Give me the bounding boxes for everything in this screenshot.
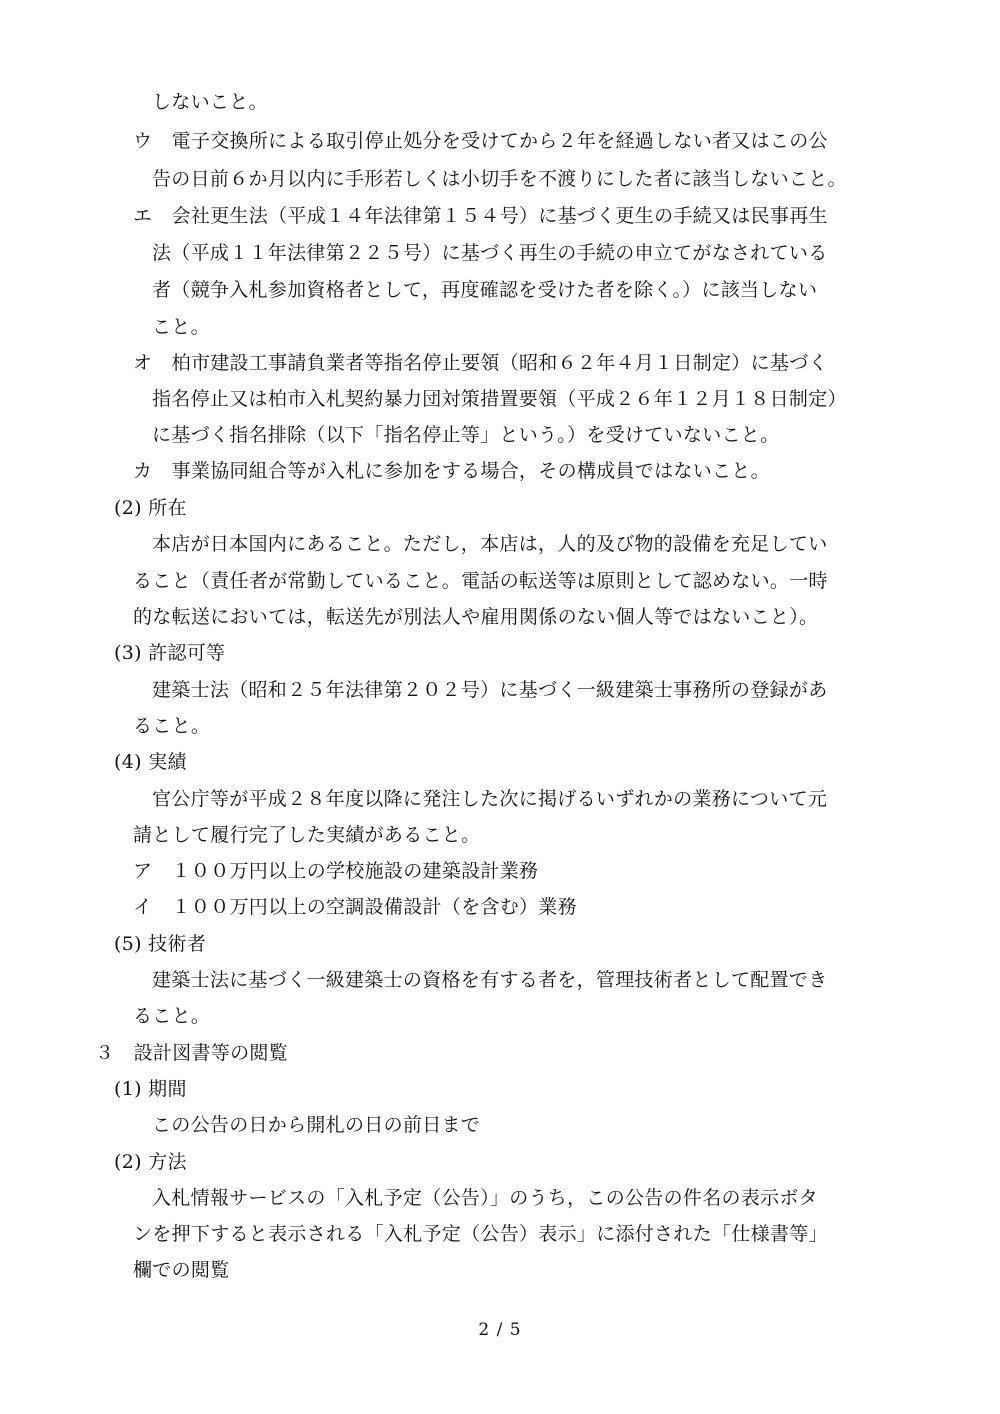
chapter-heading: ３ 設計図書等の閲覧 bbox=[95, 1042, 289, 1064]
text-line: ア １００万円以上の学校施設の建築設計業務 bbox=[133, 860, 539, 882]
text-line: ること。 bbox=[133, 715, 211, 737]
text-line: 的な転送においては，転送先が別法人や雇用関係のない個人等ではないこと）。 bbox=[133, 606, 819, 628]
text-line: この公告の日から開札の日の前日まで bbox=[152, 1114, 481, 1136]
text-line: しないこと。 bbox=[152, 91, 268, 113]
text-line: 建築士法（昭和２５年法律第２０２号）に基づく一級建築士事務所の登録があ bbox=[152, 679, 828, 701]
section-heading: (3) 許認可等 bbox=[114, 642, 226, 664]
text-line: 欄での閲覧 bbox=[133, 1259, 230, 1281]
text-line: 本店が日本国内にあること。ただし，本店は，人的及び物的設備を充足してい bbox=[152, 533, 828, 555]
section-heading: (2) 方法 bbox=[114, 1151, 187, 1173]
text-line: 入札情報サービスの「入札予定（公告）」のうち，この公告の件名の表示ボタ bbox=[152, 1187, 819, 1209]
text-line: ンを押下すると表示される「入札予定（公告）表示」に添付された「仕様書等」 bbox=[133, 1223, 828, 1245]
text-line: カ 事業協同組合等が入札に参加をする場合，その構成員ではないこと。 bbox=[133, 460, 770, 482]
text-line: イ １００万円以上の空調設備設計（を含む）業務 bbox=[133, 896, 577, 918]
page-number: 2 / 5 bbox=[478, 1320, 522, 1340]
text-line: 建築士法に基づく一級建築士の資格を有する者を，管理技術者として配置でき bbox=[152, 969, 828, 991]
section-heading: (5) 技術者 bbox=[114, 933, 207, 955]
text-line: エ 会社更生法（平成１４年法律第１５４号）に基づく更生の手続又は民事再生 bbox=[133, 205, 828, 227]
section-heading: (2) 所在 bbox=[114, 497, 187, 519]
text-line: こと。 bbox=[152, 316, 210, 338]
text-line: 指名停止又は柏市入札契約暴力団対策措置要領（平成２６年１２月１８日制定） bbox=[152, 388, 847, 410]
text-line: 法（平成１１年法律第２２５号）に基づく再生の手続の申立てがなされている bbox=[152, 242, 828, 264]
text-line: に基づく指名排除（以下「指名停止等」という。）を受けていないこと。 bbox=[152, 424, 780, 446]
text-line: 官公庁等が平成２８年度以降に発注した次に掲げるいずれかの業務について元 bbox=[152, 788, 828, 810]
text-line: 告の日前６か月以内に手形若しくは小切手を不渡りにした者に該当しないこと。 bbox=[152, 168, 847, 190]
text-line: 者（競争入札参加資格者として，再度確認を受けた者を除く。）に該当しない bbox=[152, 279, 818, 301]
text-line: ること。 bbox=[133, 1005, 211, 1027]
section-heading: (1) 期間 bbox=[114, 1078, 187, 1100]
text-line: オ 柏市建設工事請負業者等指名停止要領（昭和６２年４月１日制定）に基づく bbox=[133, 352, 828, 374]
text-line: 請として履行完了した実績があること。 bbox=[133, 824, 481, 846]
text-line: ること（責任者が常勤していること。電話の転送等は原則として認めない。一時 bbox=[133, 570, 828, 592]
section-heading: (4) 実績 bbox=[114, 751, 187, 773]
text-line: ウ 電子交換所による取引停止処分を受けてから２年を経過しない者又はこの公 bbox=[133, 130, 828, 152]
